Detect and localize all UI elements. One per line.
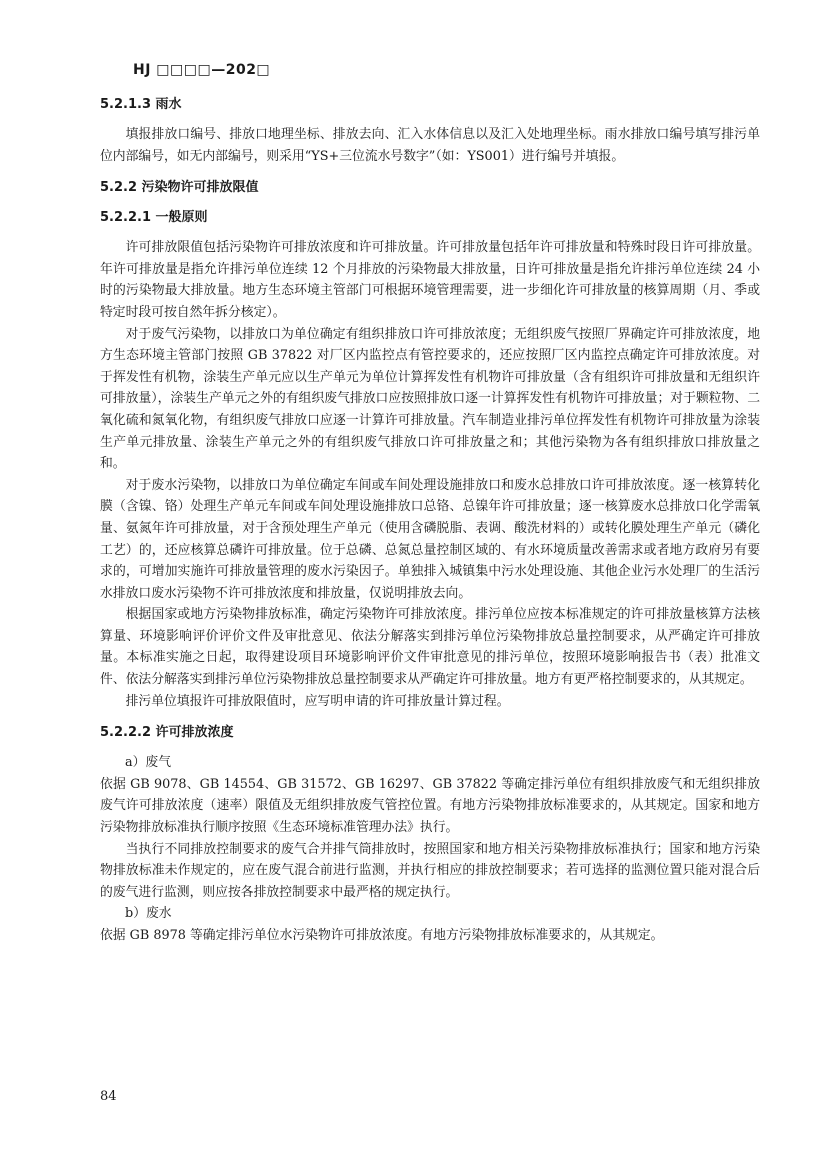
paragraph-waste-gas-2: 当执行不同排放控制要求的废气合并排气筒排放时，按照国家和地方相关污染物排放标准执行；国家和地方污染物排放标准未作规定的，应在废气混合前进行监测，并执行相应的排放控制要求；若可选择的监测位置只能对混合后的废气进行监测，则应按各排放控制要求中最严格的规定执行。	[100, 841, 760, 900]
paragraph-general-1: 许可排放限值包括污染物许可排放浓度和许可排放量。许可排放量包括年许可排放量和特殊时段日许可排放量。年许可排放量是指允许排污单位连续 12 个月排放的污染物最大排放量，日许可排放量是指允许排污单位连续 24 小时的污染物最大排放量。地方生态环境主管部门可根据环境管理需要，进一步细化许可排放量的核算周期（月、季或特定时段可按自然年拆分核定）。	[100, 240, 760, 320]
heading-5-2-1-3: 5.2.1.3 雨水	[100, 97, 182, 112]
paragraph-general-2: 对于废气污染物，以排放口为单位确定有组织排放口许可排放浓度；无组织废气按照厂界确定许可排放浓度，地方生态环境主管部门按照 GB 37822 对厂区内监控点有管控要求的，还应按照厂区内监控点确定许可排放浓度。对于挥发性有机物，涂装生产单元应以生产单元为单位计算挥发性有机物许可排放量（含有组织许可排放量和无组织许可排放量），涂装生产单元之外的有组织废气排放口应按照排放口逐一计算挥发性有机物许可排放量；对于颗粒物、二氧化硫和氮氧化物，有组织废气排放口应逐一计算许可排放量。汽车制造业排污单位挥发性有机物许可排放量为涂装生产单元排放量、涂装生产单元之外的有组织废气排放口许可排放量之和；其他污染物为各有组织排放口排放量之和。	[100, 326, 760, 472]
document-code-header: HJ □□□□—202□	[133, 62, 271, 78]
heading-5-2-2-2: 5.2.2.2 许可排放浓度	[100, 725, 234, 741]
heading-5-2-2: 5.2.2 污染物许可排放限值	[100, 180, 259, 196]
paragraph-general-5: 排污单位填报许可排放限值时，应写明申请的许可排放量计算过程。	[125, 693, 510, 709]
page-number: 84	[100, 1089, 117, 1104]
paragraph-general-3: 对于废水污染物，以排放口为单位确定车间或车间处理设施排放口和废水总排放口许可排放浓度。逐一核算转化膜（含镍、铬）处理生产单元车间或车间处理设施排放口总铬、总镍年许可排放量；逐一核算废水总排放口化学需氧量、氨氮年许可排放量，对于含预处理生产单元（使用含磷脱脂、表调、酸洗材料的）或转化膜处理生产单元（磷化工艺）的，还应核算总磷许可排放量。位于总磷、总氮总量控制区域的、有水环境质量改善需求或者地方政府另有要求的，可增加实施许可排放量管理的废水污染因子。单独排入城镇集中污水处理设施、其他企业污水处理厂的生活污水排放口废水污染物不许可排放浓度和排放量，仅说明排放去向。	[100, 477, 760, 601]
document-body	[100, 96, 760, 947]
paragraph-general-4: 根据国家或地方污染物排放标准，确定污染物许可排放浓度。排污单位应按本标准规定的许可排放量核算方法核算量、环境影响评价评价文件及审批意见、依法分解落实到排污单位污染物排放总量控制要求，从严确定许可排放量。本标准实施之日起，取得建设项目环境影响评价文件审批意见的排污单位，按照环境影响报告书（表）批准文件、依法分解落实到排污单位污染物排放总量控制要求从严确定许可排放量。地方有更严格控制要求的，从其规定。	[100, 607, 760, 688]
paragraph-waste-water-1: 依据 GB 8978 等确定排污单位水污染物许可排放浓度。有地方污染物排放标准要求的，从其规定。	[100, 928, 664, 943]
paragraph-rainwater: 填报排放口编号、排放口地理坐标、排放去向、汇入水体信息以及汇入处地理坐标。雨水排放口编号填写排污单位内部编号，如无内部编号，则采用“YS+三位流水号数字”（如：YS001）进行编号并填报。	[100, 127, 760, 164]
list-label-waste-water: b）废水	[125, 906, 172, 922]
heading-5-2-2-1: 5.2.2.1 一般原则	[100, 210, 208, 226]
paragraph-waste-gas-1: 依据 GB 9078、GB 14554、GB 31572、GB 16297、GB 37822 等确定排污单位有组织排放废气和无组织排放废气许可排放浓度（速率）限值及无组织排放废气管控位置。有地方污染物排放标准要求的，从其规定。国家和地方污染物排放标准执行顺序按照《生态环境标准管理办法》执行。	[100, 776, 760, 836]
list-label-waste-gas: a）废气	[125, 755, 172, 771]
